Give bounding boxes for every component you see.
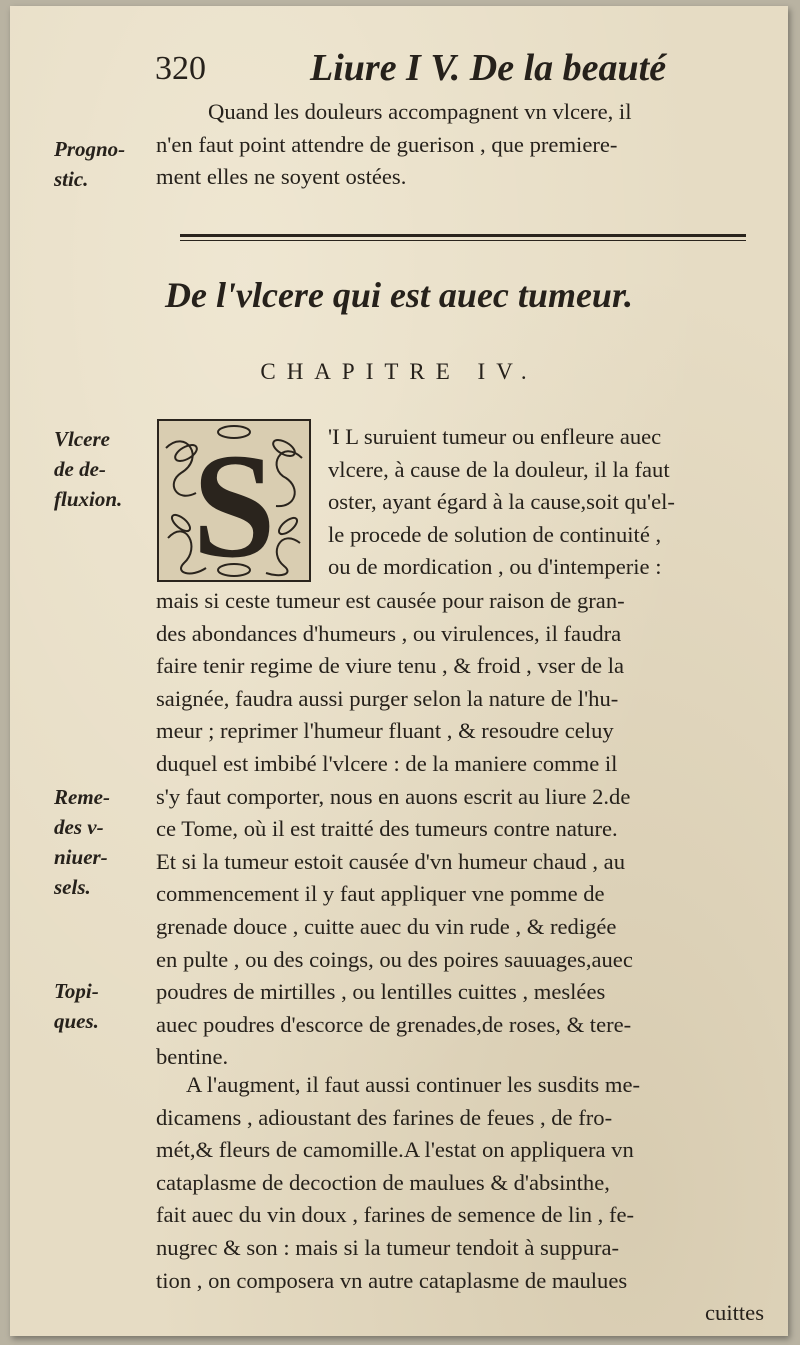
chapter-label: CHAPITRE IV. <box>260 359 538 384</box>
book-page <box>10 6 788 1336</box>
section-divider <box>180 234 746 237</box>
svg-text:S: S <box>192 423 276 583</box>
margin-note-remedes: Reme- des v- niuer- sels. <box>54 785 110 899</box>
running-title: Liure I V. De la beauté <box>310 47 667 89</box>
ornamental-drop-cap-foliage-icon <box>156 418 312 583</box>
page-number: 320 <box>155 50 206 87</box>
section-divider-thin <box>180 240 746 241</box>
paragraph-one: mais si ceste tumeur est causée pour raison de gran- des abondances d'humeurs , ou virulences, il faudra faire tenir regime de viure tenu , & froid , vser de la saignée, faudra aussi purger selon la nature de l'hu- meur ; reprimer l'humeur fluant , & resoudre celuy duquel est imbibé l'vlcere : de la maniere comme il s'y faut comporter, nous en auons escrit au liure 2.de ce Tome, où il est traitté des tumeurs contre nature. Et si la tumeur estoit causée d'vn humeur chaud , au commencement il y faut appliquer vne pomme de grenade douce , cuitte auec du vin rude , & redigée en pulte , ou des coings, ou des poires sauuages,auec poudres de mirtilles , ou lentilles cuittes , meslées auec poudres d'escorce de grenades,de roses, & tere- bentine. <box>156 588 633 1070</box>
margin-note-prognostic: Progno- stic. <box>54 137 126 191</box>
running-header <box>155 47 685 100</box>
section-title: De l'vlcere qui est auec tumeur. <box>165 275 633 315</box>
paragraph-two: A l'augment, il faut aussi continuer les susdits me- dicamens , adioustant des farines de feues , de fro- mét,& fleurs de camomille.A l'estat on appliquera vn cataplasme de decoction de maulues & d'absinthe, fait auec du vin doux , farines de semence de lin , fe- nugrec & son : mais si la tumeur tendoit à suppura- tion , on composera vn autre cataplasme de maulues cuittes <box>156 1072 764 1326</box>
margin-note-ulcere: Vlcere de de- fluxion. <box>54 427 123 511</box>
intro-paragraph: Quand les douleurs accompagnent vn vlcere, il n'en faut point attendre de guerison , que premiere- ment elles ne soyent ostées. <box>156 99 632 190</box>
margin-note-topiques: Topi- ques. <box>54 979 99 1033</box>
chapter-opening-lines: 'I L suruient tumeur ou enfleure auec vlcere, à cause de la douleur, il la faut oster, ayant égard à la cause,soit qu'el- le procede de solution de continuité , ou de mordication , ou d'intemperie : <box>328 424 675 580</box>
